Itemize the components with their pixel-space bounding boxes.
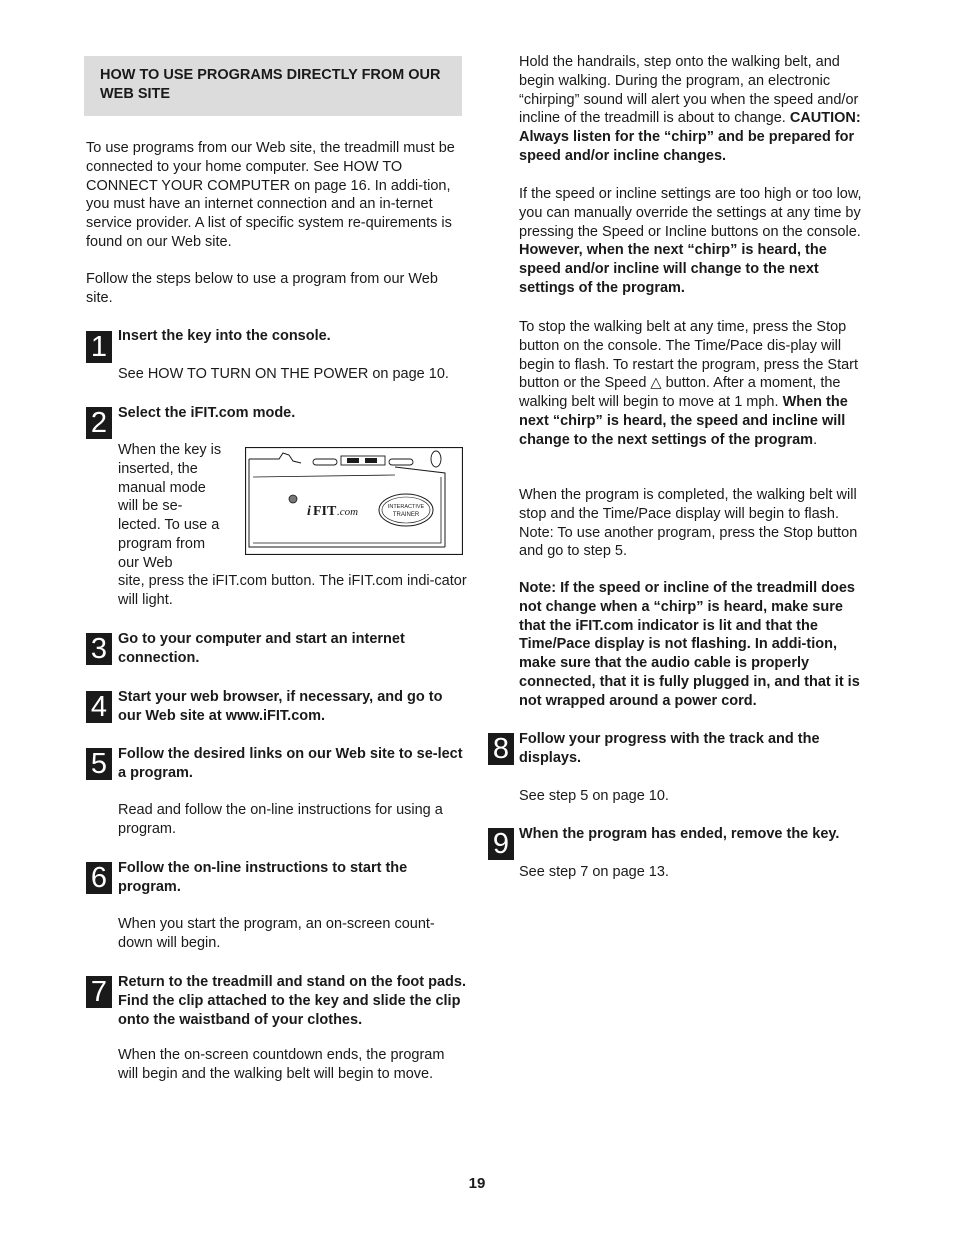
- caution-text: CAUTION: Always listen for the “chirp” and be prepared for speed and/or incline changes.: [519, 110, 861, 164]
- step-7-body: When the on-screen countdown ends, the program will begin and the walking belt will begin to move.: [118, 1047, 445, 1082]
- step-4-title: Start your web browser, if necessary, and go to our Web site at www.iFIT.com.: [118, 689, 443, 724]
- step-2-body-continued: site, press the iFIT.com button. The iFIT.com indi-cator will light.: [118, 573, 467, 608]
- step-8-body: See step 5 on page 10.: [519, 788, 669, 804]
- step-number-5: 5: [86, 748, 112, 780]
- step-number-2: 2: [86, 407, 112, 439]
- right-paragraph-1-text: Hold the handrails, step onto the walking belt, and begin walking. During the program, an electronic “chirping” sound will alert you when the speed and/or incline of the treadmill is about to change.: [519, 54, 859, 127]
- step-number-7: 7: [86, 976, 112, 1008]
- right-paragraph-1: [519, 53, 869, 166]
- step-number-4: 4: [86, 691, 112, 723]
- step-number-8: 8: [488, 733, 514, 765]
- badge-top-text: INTERACTIVE: [387, 504, 425, 510]
- right-paragraph-4: When the program is completed, the walking belt will stop and the Time/Pace display will begin to flash. Note: To use another program, press the Stop button and go to step 5.: [519, 487, 858, 560]
- ifit-logo-i: i: [307, 504, 311, 519]
- step-number-1: 1: [86, 331, 112, 363]
- right-paragraph-3-text: To stop the walking belt at any time, press the Stop button on the console. The Time/Pace dis-play will begin to flash. To restart the program, press the Start button or the Speed △ button. After a moment, the walking belt will begin to move at 1 mph.: [519, 319, 859, 411]
- step-number-6: 6: [86, 862, 112, 894]
- intro-paragraph: To use programs from our Web site, the treadmill must be connected to your home computer. See HOW TO CONNECT YOUR COMPUTER on page 16. In addi-tion, you must have an internet connection and an in-ternet service provider. A list of specific system re-quirements is found on our Web site.: [86, 140, 455, 250]
- step-9-body: See step 7 on page 13.: [519, 864, 669, 880]
- step-7-title: Return to the treadmill and stand on the foot pads. Find the clip attached to the key and slide the clip onto the waistband of your clothes.: [118, 974, 467, 1028]
- step-1-title: Insert the key into the console.: [118, 328, 331, 344]
- step-2-title: Select the iFIT.com mode.: [118, 405, 296, 421]
- right-paragraph-3-end: .: [813, 431, 818, 448]
- override-warning-text: However, when the next “chirp” is heard, the speed and/or incline will change to the next settings of the program.: [519, 242, 827, 296]
- restart-warning-text: When the next “chirp” is heard, the speed and incline will change to the next settings of the program: [519, 394, 848, 448]
- right-paragraph-2: [519, 185, 869, 298]
- intro-followup: Follow the steps below to use a program from our Web site.: [86, 271, 438, 306]
- step-1-body: See HOW TO TURN ON THE POWER on page 10.: [118, 366, 449, 382]
- note-text: Note: If the speed or incline of the treadmill does not change when a “chirp” is heard, make sure that the iFIT.com indicator is lit and that the Time/Pace display is not flashing. In addi-tion, make sure that the audio cable is properly connected, that it is fully plugged in, and that it is not wrapped around a power cord.: [519, 580, 860, 709]
- ifit-logo-fit: FIT: [313, 504, 337, 519]
- console-illustration: [245, 447, 463, 555]
- right-paragraph-5: [519, 579, 869, 711]
- ifit-indicator-icon: [289, 495, 297, 503]
- step-2-body-wrap: When the key is inserted, the manual mode will be se-lected. To use a program from our Web: [118, 442, 222, 571]
- badge-bottom-text: TRAINER: [392, 512, 420, 518]
- step-3-title: Go to your computer and start an internet connection.: [118, 631, 405, 666]
- step-number-3: 3: [86, 633, 112, 665]
- step-5-title: Follow the desired links on our Web site to se-lect a program.: [118, 746, 463, 781]
- ifit-logo-com: .com: [337, 506, 359, 518]
- section-heading: [84, 56, 462, 116]
- step-5-body: Read and follow the on-line instructions for using a program.: [118, 802, 443, 837]
- step-9-title: When the program has ended, remove the key.: [519, 826, 840, 842]
- section-heading-text: HOW TO USE PROGRAMS DIRECTLY FROM OUR WEB SITE: [100, 67, 441, 102]
- step-number-9: 9: [488, 828, 514, 860]
- step-6-title: Follow the on-line instructions to start the program.: [118, 860, 408, 895]
- step-8-title: Follow your progress with the track and the displays.: [519, 731, 820, 766]
- right-paragraph-3: [519, 318, 869, 450]
- right-paragraph-2-text: If the speed or incline settings are too high or too low, you can manually override the settings at any time by pressing the Speed or Incline buttons on the console.: [519, 186, 862, 240]
- step-6-body: When you start the program, an on-screen count-down will begin.: [118, 916, 435, 951]
- page-number: 19: [468, 1175, 486, 1192]
